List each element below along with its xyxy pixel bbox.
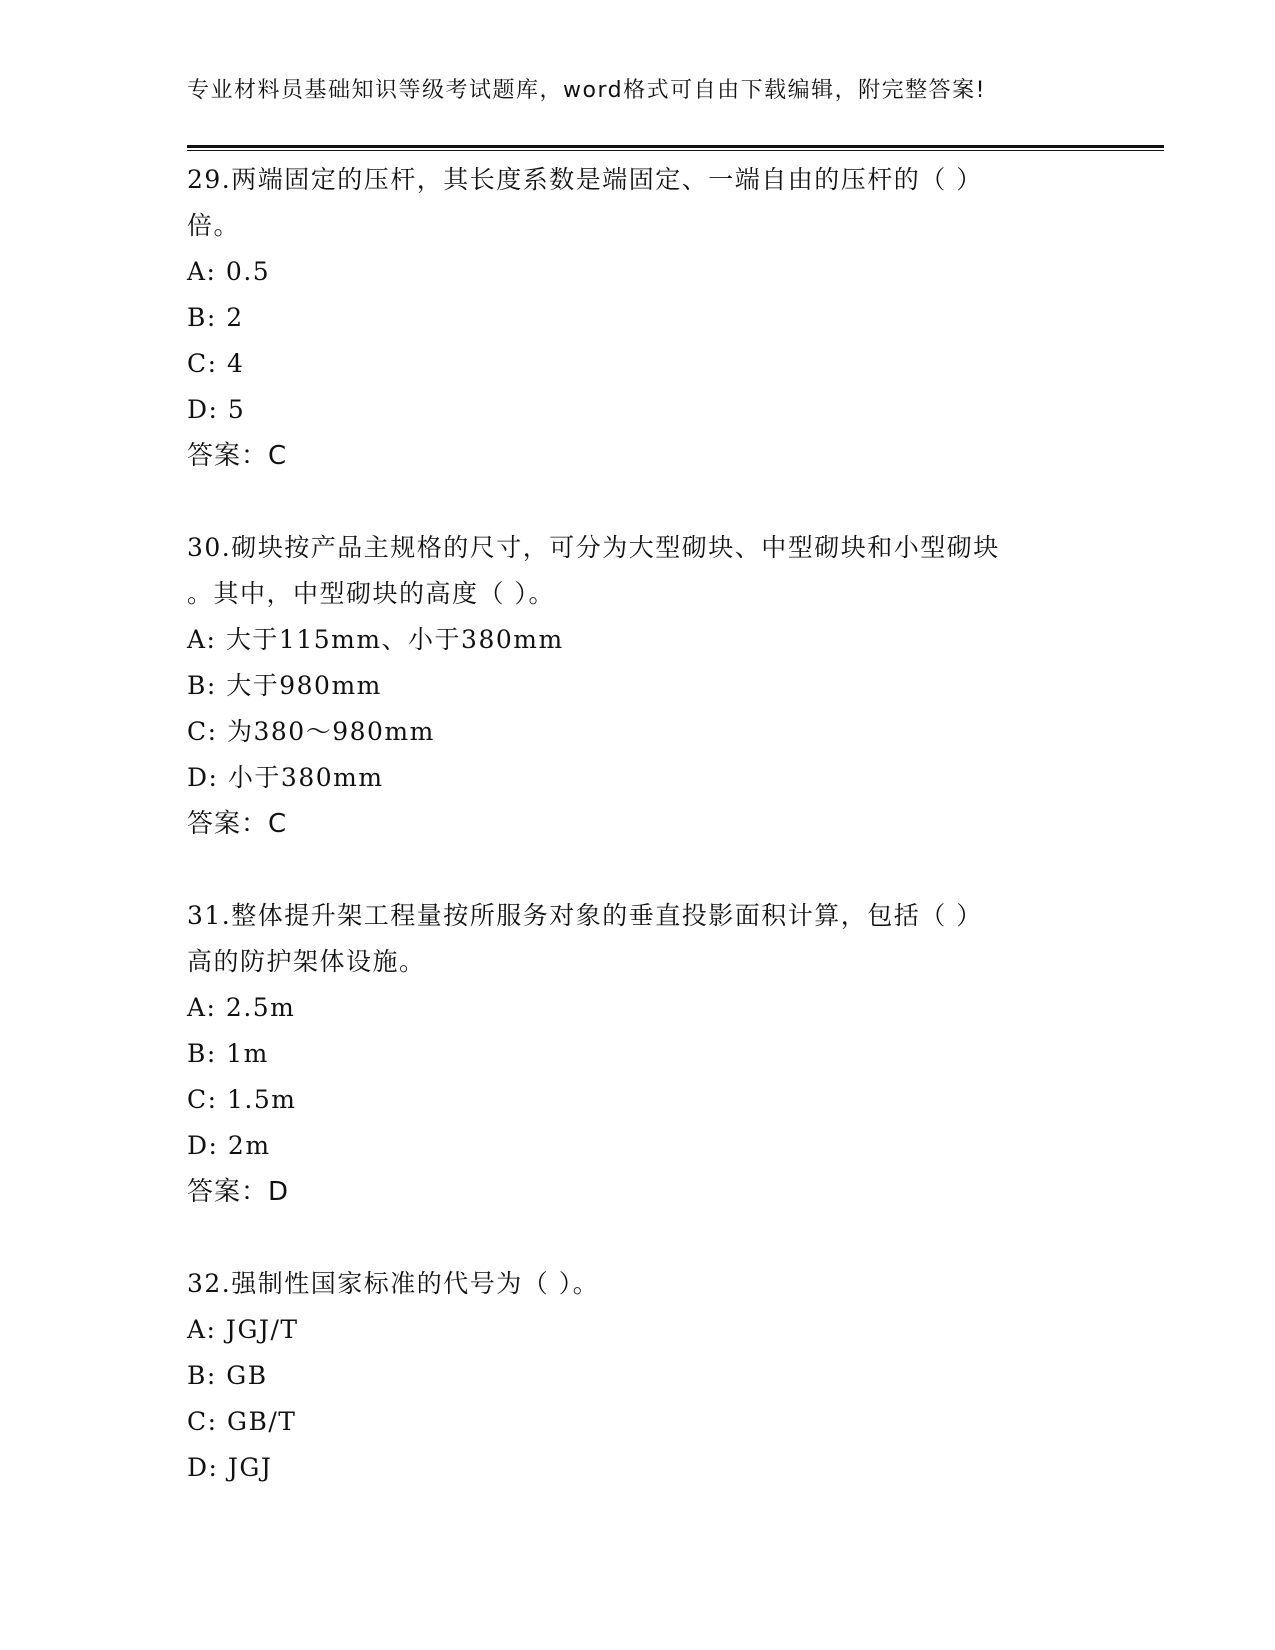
- question-30: [187, 525, 1087, 847]
- option-b: B: 1m: [187, 1039, 269, 1068]
- option-c: C: 4: [187, 349, 245, 378]
- question-stem-line: 29.两端固定的压杆，其长度系数是端固定、一端自由的压杆的（ ）: [187, 165, 983, 194]
- answer-line: 答案：C: [187, 441, 288, 471]
- option-d: D: 5: [187, 395, 246, 424]
- option-b: B: 大于980mm: [187, 671, 382, 700]
- option-a: A: JGJ/T: [187, 1315, 299, 1344]
- question-stem-line: 。其中，中型砌块的高度（ ）。: [187, 579, 555, 608]
- answer-line: 答案：C: [187, 809, 288, 839]
- page-header: 专业材料员基础知识等级考试题库，word格式可自由下载编辑，附完整答案!: [187, 78, 986, 103]
- question-stem-line: 高的防护架体设施。: [187, 947, 426, 976]
- answer-line: 答案：D: [187, 1177, 290, 1207]
- option-d: D: JGJ: [187, 1453, 273, 1482]
- option-b: B: 2: [187, 303, 244, 332]
- option-d: D: 2m: [187, 1131, 271, 1160]
- question-stem-line: 30.砌块按产品主规格的尺寸，可分为大型砌块、中型砌块和小型砌块: [187, 533, 1000, 562]
- header-rule-thick: [187, 145, 1164, 148]
- option-d: D: 小于380mm: [187, 763, 384, 792]
- question-list: [187, 157, 1087, 1537]
- question-stem-line: 31.整体提升架工程量按所服务对象的垂直投影面积计算，包括（ ）: [187, 901, 983, 930]
- option-c: C: 1.5m: [187, 1085, 297, 1114]
- option-b: B: GB: [187, 1361, 268, 1390]
- option-c: C: 为380～980mm: [187, 717, 435, 746]
- option-a: A: 2.5m: [187, 993, 296, 1022]
- question-31: [187, 893, 1087, 1215]
- header-rule-thin: [187, 150, 1164, 151]
- question-32: [187, 1261, 1087, 1491]
- option-a: A: 大于115mm、小于380mm: [187, 625, 564, 654]
- question-stem-line: 倍。: [187, 211, 241, 240]
- question-29: [187, 157, 1087, 479]
- option-c: C: GB/T: [187, 1407, 297, 1436]
- option-a: A: 0.5: [187, 257, 271, 286]
- question-stem-line: 32.强制性国家标准的代号为（ ）。: [187, 1269, 600, 1298]
